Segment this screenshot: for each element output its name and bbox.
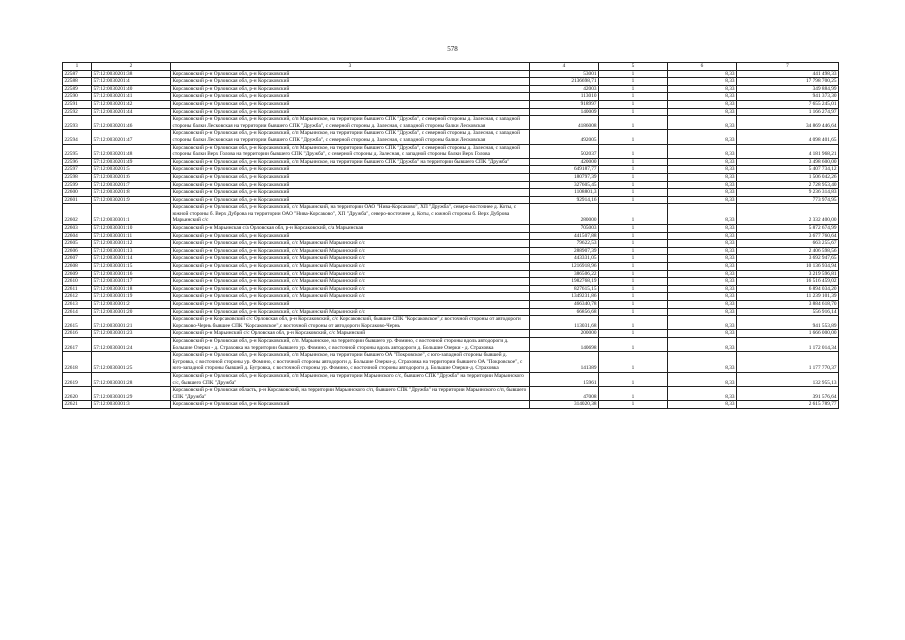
cadastral-number: 57:12:0030301:12 xyxy=(92,240,171,248)
rate-value: 8,33 xyxy=(668,240,737,248)
location-description: Корсаковский р-н Орловская обл, р-н Корсаковский xyxy=(171,78,530,86)
page-number: 578 xyxy=(447,45,458,53)
area-value: 140009 xyxy=(530,108,599,116)
row-number: 22601 xyxy=(63,196,92,204)
table-row xyxy=(63,308,839,316)
count-value: 1 xyxy=(599,108,668,116)
area-value: 1349231,86 xyxy=(530,293,599,301)
table-row xyxy=(63,372,839,386)
table-row xyxy=(63,166,839,174)
row-number: 22618 xyxy=(63,352,92,373)
cadastral-value: 1 177 770,37 xyxy=(737,352,839,373)
table-row xyxy=(63,387,839,401)
row-number: 22617 xyxy=(63,337,92,351)
cadastral-value: 2 406 598,56 xyxy=(737,247,839,255)
table-row xyxy=(63,130,839,144)
count-value: 1 xyxy=(599,247,668,255)
row-number: 22602 xyxy=(63,204,92,225)
rate-value: 8,33 xyxy=(668,116,737,130)
rate-value: 8,33 xyxy=(668,270,737,278)
count-value: 1 xyxy=(599,387,668,401)
table-row xyxy=(63,270,839,278)
area-value: 113031,68 xyxy=(530,316,599,330)
area-value: 443331,05 xyxy=(530,255,599,263)
rate-value: 8,33 xyxy=(668,225,737,233)
row-number: 22610 xyxy=(63,278,92,286)
count-value: 1 xyxy=(599,232,668,240)
rate-value: 8,33 xyxy=(668,100,737,108)
area-value: 1108801,3 xyxy=(530,189,599,197)
table-row xyxy=(63,352,839,373)
location-description: Корсаковский р-н Орловская обл, р-н Корсаковский xyxy=(171,232,530,240)
area-value: 79622,53 xyxy=(530,240,599,248)
cadastral-number: 57:12:0030301:23 xyxy=(92,330,171,338)
cadastral-number: 57:12:0030201:46 xyxy=(92,116,171,130)
row-number: 22613 xyxy=(63,301,92,309)
cadastral-value: 4 181 968,21 xyxy=(737,144,839,158)
cadastral-value: 10 136 934,94 xyxy=(737,263,839,271)
location-description: Корсаковский р-н Орловская обл, р-н Корсаковский xyxy=(171,189,530,197)
table-row xyxy=(63,232,839,240)
count-value: 1 xyxy=(599,316,668,330)
cadastral-number: 57:12:0030201:38 xyxy=(92,70,171,78)
cadastral-value: 556 916,14 xyxy=(737,308,839,316)
row-number: 22612 xyxy=(63,293,92,301)
location-description: Корсаковский р-н Орловская обл, р-н Корсаковский, с/с Марьинский Марьинский с/с xyxy=(171,255,530,263)
count-value: 1 xyxy=(599,100,668,108)
count-value: 1 xyxy=(599,196,668,204)
count-value: 1 xyxy=(599,263,668,271)
rate-value: 8,33 xyxy=(668,166,737,174)
area-value: 15961 xyxy=(530,372,599,386)
count-value: 1 xyxy=(599,401,668,409)
column-header: 1 xyxy=(63,63,92,71)
column-header: 7 xyxy=(737,63,839,71)
location-description: Корсаковский р-н Орловская обл, р-н Корсаковский, с/п Марьинское, на территории бывшего СПК "Дружба" на территории бывшего СПК "Дружба" xyxy=(171,158,530,166)
cadastral-number: 57:12:0030301:13 xyxy=(92,247,171,255)
location-description: Корсаковский р-н Орловская обл, р-н Корсаковский xyxy=(171,108,530,116)
rate-value: 8,33 xyxy=(668,293,737,301)
row-number: 22593 xyxy=(63,116,92,130)
cadastral-number: 57:12:0030201:47 xyxy=(92,130,171,144)
row-number: 22616 xyxy=(63,330,92,338)
count-value: 1 xyxy=(599,330,668,338)
count-value: 1 xyxy=(599,204,668,225)
cadastral-number: 57:12:0030201:48 xyxy=(92,144,171,158)
cadastral-number: 57:12:0030301:11 xyxy=(92,232,171,240)
cadastral-value: 7 655 245,01 xyxy=(737,100,839,108)
area-value: 42003 xyxy=(530,85,599,93)
row-number: 22614 xyxy=(63,308,92,316)
table-row xyxy=(63,337,839,351)
location-description: Корсаковский р-н Орловская обл, р-н Корсаковский xyxy=(171,301,530,309)
table-row xyxy=(63,285,839,293)
area-value: 280000 xyxy=(530,204,599,225)
count-value: 1 xyxy=(599,158,668,166)
table-row xyxy=(63,293,839,301)
rate-value: 8,33 xyxy=(668,387,737,401)
count-value: 1 xyxy=(599,301,668,309)
row-number: 22587 xyxy=(63,70,92,78)
area-value: 327605,45 xyxy=(530,181,599,189)
table-row xyxy=(63,255,839,263)
row-number: 22604 xyxy=(63,232,92,240)
row-number: 22611 xyxy=(63,285,92,293)
cadastral-number: 57:12:0030301:3 xyxy=(92,401,171,409)
rate-value: 8,33 xyxy=(668,255,737,263)
area-value: 1216918,96 xyxy=(530,263,599,271)
cadastral-value: 2 728 953,40 xyxy=(737,181,839,189)
cadastral-number: 57:12:0030301:2 xyxy=(92,301,171,309)
cadastral-number: 57:12:0030301:25 xyxy=(92,352,171,373)
rate-value: 8,33 xyxy=(668,70,737,78)
table-row xyxy=(63,144,839,158)
row-number: 22597 xyxy=(63,166,92,174)
location-description: Корсаковский р-н Орловская обл, р-н Корсаковский, с/с Марьинский Марьинский с/с xyxy=(171,308,530,316)
row-number: 22620 xyxy=(63,387,92,401)
row-number: 22591 xyxy=(63,100,92,108)
row-number: 22600 xyxy=(63,189,92,197)
cadastral-value: 941 553,89 xyxy=(737,316,839,330)
row-number: 22599 xyxy=(63,181,92,189)
cadastral-value: 941 373,30 xyxy=(737,93,839,101)
cadastral-value: 773 974,95 xyxy=(737,196,839,204)
count-value: 1 xyxy=(599,240,668,248)
row-number: 22603 xyxy=(63,225,92,233)
rate-value: 8,33 xyxy=(668,173,737,181)
cadastral-number: 57:12:0030201:44 xyxy=(92,108,171,116)
land-registry-table xyxy=(62,62,839,409)
cadastral-value: 3 498 600,00 xyxy=(737,158,839,166)
location-description: Корсаковский р-н Орловская обл, р-н Корсаковский, с/с Марьинский Марьинский с/с xyxy=(171,293,530,301)
cadastral-value: 5 872 674,99 xyxy=(737,225,839,233)
cadastral-number: 57:12:0030301:21 xyxy=(92,316,171,330)
table-row xyxy=(63,247,839,255)
area-value: 47008 xyxy=(530,387,599,401)
table-row xyxy=(63,189,839,197)
column-header: 3 xyxy=(171,63,530,71)
row-number: 22595 xyxy=(63,144,92,158)
column-header: 2 xyxy=(92,63,171,71)
area-value: 2136698,71 xyxy=(530,78,599,86)
location-description: Корсаковский р-н Корсаковский с/с Орловская обл, р-н Корсаковский, с/с Корсаковский, бывшее СПК "Корсаковское",с восточной стороны от автодороги Корсаково-Чернь бывшее СПК "Корсаковское",с восточной стороны от автодороги Корсаково-Чернь xyxy=(171,316,530,330)
location-description: Корсаковский р-н Орловская обл, р-н Корсаковский xyxy=(171,181,530,189)
cadastral-number: 57:12:0030201:6 xyxy=(92,173,171,181)
location-description: Корсаковский р-н Орловская обл, р-н Корсаковский xyxy=(171,93,530,101)
row-number: 22596 xyxy=(63,158,92,166)
count-value: 1 xyxy=(599,173,668,181)
row-number: 22607 xyxy=(63,255,92,263)
location-description: Корсаковский р-н Орловская обл, р-н Корсаковский, с/п Марьинское, на территории бывшего СПК "Дружба", с северной стороны д. Залесная, с западной стороны балки Верх Голова на территории бывшего СПК "Дружба", с северной стороны д. Залесная, с западной стороны балки Верх Голова xyxy=(171,144,530,158)
table-row xyxy=(63,100,839,108)
cadastral-value: 3 219 596,81 xyxy=(737,270,839,278)
row-number: 22621 xyxy=(63,401,92,409)
table-row xyxy=(63,158,839,166)
area-value: 827615,15 xyxy=(530,285,599,293)
table-row xyxy=(63,173,839,181)
cadastral-value: 34 869 446,64 xyxy=(737,116,839,130)
count-value: 1 xyxy=(599,85,668,93)
location-description: Корсаковский р-н Орловская обл, р-н Корсаковский, с/с Марьинский Марьинский с/с xyxy=(171,240,530,248)
location-description: Корсаковский р-н Марьинская с/а Орловская обл, р-н Корсаковский, с/а Марьинская xyxy=(171,225,530,233)
rate-value: 8,33 xyxy=(668,352,737,373)
cadastral-value: 9 236 314,83 xyxy=(737,189,839,197)
rate-value: 8,33 xyxy=(668,93,737,101)
rate-value: 8,33 xyxy=(668,337,737,351)
cadastral-value: 6 894 034,20 xyxy=(737,285,839,293)
rate-value: 8,33 xyxy=(668,232,737,240)
row-number: 22590 xyxy=(63,93,92,101)
table-row xyxy=(63,263,839,271)
column-header: 6 xyxy=(668,63,737,71)
rate-value: 8,33 xyxy=(668,189,737,197)
location-description: Корсаковский р-н Орловская обл, р-н Корсаковский, с/с Марьинский Марьинский с/с xyxy=(171,285,530,293)
count-value: 1 xyxy=(599,352,668,373)
cadastral-value: 3 692 947,65 xyxy=(737,255,839,263)
cadastral-value: 391 576,64 xyxy=(737,387,839,401)
cadastral-value: 11 239 101,39 xyxy=(737,293,839,301)
cadastral-value: 132 955,13 xyxy=(737,372,839,386)
location-description: Корсаковский р-н Орловская обл, р-н Корсаковский xyxy=(171,85,530,93)
area-value: 492005 xyxy=(530,130,599,144)
rate-value: 8,33 xyxy=(668,130,737,144)
cadastral-value: 3 677 760,64 xyxy=(737,232,839,240)
cadastral-value: 441 498,33 xyxy=(737,70,839,78)
rate-value: 8,33 xyxy=(668,144,737,158)
row-number: 22589 xyxy=(63,85,92,93)
cadastral-number: 57:12:0030201:9 xyxy=(92,196,171,204)
location-description: Корсаковский р-н Орловская обл, р-н Корсаковский, с/п Марьинское, на территории бывшего СПК "Дружба", с северной стороны д. Залесная, с западной стороны балки Лесковская на территории бывшего СПК "Дружба", с северной стороны д. Залесная, с западной стороны балки Лесковская xyxy=(171,130,530,144)
count-value: 1 xyxy=(599,337,668,351)
area-value: 200000 xyxy=(530,330,599,338)
area-value: 66856,68 xyxy=(530,308,599,316)
cadastral-number: 57:12:0030301:16 xyxy=(92,270,171,278)
area-value: 1982768,19 xyxy=(530,278,599,286)
cadastral-number: 57:12:0030201:41 xyxy=(92,93,171,101)
table-row xyxy=(63,330,839,338)
count-value: 1 xyxy=(599,308,668,316)
table-row xyxy=(63,93,839,101)
cadastral-value: 4 098 401,65 xyxy=(737,130,839,144)
row-number: 22608 xyxy=(63,263,92,271)
rate-value: 8,33 xyxy=(668,330,737,338)
cadastral-number: 57:12:0030301:29 xyxy=(92,387,171,401)
rate-value: 8,33 xyxy=(668,401,737,409)
location-description: Корсаковский р-н Орловская область, р-н Корсаковский, на территории Марьинского с/п, бывшего СПК "Дружба" на территории Марьинского с/п, бывшего СПК "Дружба" xyxy=(171,387,530,401)
area-value: 141389 xyxy=(530,352,599,373)
location-description: Корсаковский р-н Орловская обл, р-н Корсаковский, с/с Марьинский Марьинский с/с xyxy=(171,270,530,278)
cadastral-number: 57:12:0030301:19 xyxy=(92,293,171,301)
table-row xyxy=(63,85,839,93)
count-value: 1 xyxy=(599,372,668,386)
table-row xyxy=(63,401,839,409)
cadastral-number: 57:12:0030201:8 xyxy=(92,189,171,197)
location-description: Корсаковский р-н Орловская обл, р-н Корсаковский, с/п Марьинское, на территории бывшего ОА "Покровское", с юго-западной стороны бывшей д. Бугровка, с восточной стороны ур. Фомино, с восточной стороны автодороги д. Большие Озерки-д. Страховка на территории бывшего ОА "Покровское", с юго-западной стороны бывшей д. Бугровка, с восточной стороны ур. Фомино, с восточной стороны автодороги д. Большие Озерки-д. Страховка xyxy=(171,352,530,373)
cadastral-number: 57:12:0030301:1 xyxy=(92,204,171,225)
count-value: 1 xyxy=(599,70,668,78)
cadastral-number: 57:12:0030301:17 xyxy=(92,278,171,286)
row-number: 22619 xyxy=(63,372,92,386)
cadastral-value: 17 798 700,25 xyxy=(737,78,839,86)
rate-value: 8,33 xyxy=(668,196,737,204)
count-value: 1 xyxy=(599,293,668,301)
location-description: Корсаковский р-н Марьинский с/с Орловская обл, р-н Корсаковский, с/с Марьинский xyxy=(171,330,530,338)
area-value: 705003 xyxy=(530,225,599,233)
area-value: 502037 xyxy=(530,144,599,158)
cadastral-number: 57:12:0030301:18 xyxy=(92,285,171,293)
cadastral-value: 663 255,67 xyxy=(737,240,839,248)
count-value: 1 xyxy=(599,144,668,158)
cadastral-value: 349 884,99 xyxy=(737,85,839,93)
area-value: 420000 xyxy=(530,158,599,166)
area-value: 92914,16 xyxy=(530,196,599,204)
area-value: 314020,38 xyxy=(530,401,599,409)
row-number: 22588 xyxy=(63,78,92,86)
rate-value: 8,33 xyxy=(668,247,737,255)
count-value: 1 xyxy=(599,130,668,144)
column-header: 4 xyxy=(530,63,599,71)
table-row xyxy=(63,108,839,116)
table-row xyxy=(63,181,839,189)
area-value: 53001 xyxy=(530,70,599,78)
count-value: 1 xyxy=(599,166,668,174)
cadastral-value: 2 332 400,00 xyxy=(737,204,839,225)
cadastral-value: 16 516 459,02 xyxy=(737,278,839,286)
row-number: 22609 xyxy=(63,270,92,278)
rate-value: 8,33 xyxy=(668,308,737,316)
count-value: 1 xyxy=(599,225,668,233)
rate-value: 8,33 xyxy=(668,85,737,93)
cadastral-number: 57:12:0030301:10 xyxy=(92,225,171,233)
cadastral-value: 1 506 042,26 xyxy=(737,173,839,181)
count-value: 1 xyxy=(599,270,668,278)
location-description: Корсаковский р-н Орловская обл, р-н Корсаковский xyxy=(171,70,530,78)
cadastral-value: 2 615 789,77 xyxy=(737,401,839,409)
cadastral-number: 57:12:0030301:15 xyxy=(92,263,171,271)
location-description: Корсаковский р-н Орловская обл, р-н Корсаковский, с/п Марьинское, на территории бывшего СПК "Дружба", с северной стороны д. Залесная, с западной стороны балки Лесковская на территории бывшего СПК "Дружба", с северной стороны д. Залесная, с западной стороны балки Лесковская xyxy=(171,116,530,130)
cadastral-number: 57:12:0030201:42 xyxy=(92,100,171,108)
cadastral-number: 57:12:0030201:7 xyxy=(92,181,171,189)
count-value: 1 xyxy=(599,255,668,263)
cadastral-value: 3 884 618,70 xyxy=(737,301,839,309)
rate-value: 8,33 xyxy=(668,204,737,225)
cadastral-number: 57:12:0030301:14 xyxy=(92,255,171,263)
location-description: Корсаковский р-н Орловская обл, р-н Корсаковский, с/п Марьинское, на территории Марьинского с/с, бывшего СПК "Дружба" на территории Марьинского с/с, бывшего СПК "Дружба" xyxy=(171,372,530,386)
cadastral-number: 57:12:0030201:49 xyxy=(92,158,171,166)
row-number: 22598 xyxy=(63,173,92,181)
cadastral-number: 57:12:0030201:4 xyxy=(92,78,171,86)
count-value: 1 xyxy=(599,78,668,86)
rate-value: 8,33 xyxy=(668,78,737,86)
location-description: Корсаковский р-н Орловская обл, р-н Корсаковский, с/с Марьинский Марьинский с/с xyxy=(171,278,530,286)
rate-value: 8,33 xyxy=(668,301,737,309)
table-row xyxy=(63,301,839,309)
row-number: 22615 xyxy=(63,316,92,330)
cadastral-value: 1 666 000,00 xyxy=(737,330,839,338)
row-number: 22605 xyxy=(63,240,92,248)
row-number: 22594 xyxy=(63,130,92,144)
count-value: 1 xyxy=(599,285,668,293)
cadastral-value: 5 407 734,12 xyxy=(737,166,839,174)
row-number: 22606 xyxy=(63,247,92,255)
area-value: 180797,39 xyxy=(530,173,599,181)
count-value: 1 xyxy=(599,116,668,130)
count-value: 1 xyxy=(599,93,668,101)
count-value: 1 xyxy=(599,278,668,286)
cadastral-number: 57:12:0030301:28 xyxy=(92,372,171,386)
count-value: 1 xyxy=(599,189,668,197)
area-value: 288907,39 xyxy=(530,247,599,255)
column-header: 5 xyxy=(599,63,668,71)
area-value: 918997 xyxy=(530,100,599,108)
cadastral-number: 57:12:0030201:40 xyxy=(92,85,171,93)
table-row xyxy=(63,225,839,233)
table-row xyxy=(63,78,839,86)
location-description: Корсаковский р-н Орловская обл, р-н Корсаковский xyxy=(171,100,530,108)
table-body xyxy=(63,63,839,409)
location-description: Корсаковский р-н Орловская обл, р-н Корсаковский, с/п. Марьинское, на территории бывшего ур. Фомино, с восточной стороны вдоль автодороги д. Большие Озерки - д. Страховка на территории бывшего ур. Фомино, с восточной стороны вдоль автодороги д. Большие Озерки - д. Страховка xyxy=(171,337,530,351)
rate-value: 8,33 xyxy=(668,263,737,271)
location-description: Корсаковский р-н Орловская обл, р-н Корсаковский xyxy=(171,401,530,409)
rate-value: 8,33 xyxy=(668,181,737,189)
table-row xyxy=(63,316,839,330)
count-value: 1 xyxy=(599,181,668,189)
cadastral-number: 57:12:0030301:24 xyxy=(92,337,171,351)
rate-value: 8,33 xyxy=(668,158,737,166)
cadastral-number: 57:12:0030301:20 xyxy=(92,308,171,316)
rate-value: 8,33 xyxy=(668,108,737,116)
area-value: 140698 xyxy=(530,337,599,351)
row-number: 22592 xyxy=(63,108,92,116)
cadastral-value: 1 166 274,97 xyxy=(737,108,839,116)
table-row xyxy=(63,204,839,225)
cadastral-number: 57:12:0030201:5 xyxy=(92,166,171,174)
area-value: 649187,77 xyxy=(530,166,599,174)
location-description: Корсаковский р-н Орловская обл, р-н Корсаковский xyxy=(171,173,530,181)
table-row xyxy=(63,70,839,78)
area-value: 441507,88 xyxy=(530,232,599,240)
location-description: Корсаковский р-н Орловская обл, р-н Корсаковский, с/с Марьинский Марьинский с/с xyxy=(171,247,530,255)
location-description: Корсаковский р-н Орловская обл, р-н Корсаковский xyxy=(171,196,530,204)
cadastral-value: 1 172 014,34 xyxy=(737,337,839,351)
rate-value: 8,33 xyxy=(668,372,737,386)
header-row xyxy=(63,63,839,71)
table-row xyxy=(63,116,839,130)
rate-value: 8,33 xyxy=(668,285,737,293)
area-value: 4186008 xyxy=(530,116,599,130)
area-value: 386506,22 xyxy=(530,270,599,278)
area-value: 113010 xyxy=(530,93,599,101)
area-value: 466340,78 xyxy=(530,301,599,309)
location-description: Корсаковский р-н Орловская обл, р-н Корсаковский, с/с Марьинский, на территории ОАО "Нива-Корсаково", ХП "Дружба", северо-восточнее д. Коты, с южной стороны б. Верх Дуброва на территории ОАО "Нива-Корсаково", ХП "Дружба", северо-восточнее д. Коты, с южной стороны б. Верх Дуброва Марьинский с/с xyxy=(171,204,530,225)
table-row xyxy=(63,196,839,204)
rate-value: 8,33 xyxy=(668,316,737,330)
rate-value: 8,33 xyxy=(668,278,737,286)
location-description: Корсаковский р-н Орловская обл, р-н Корсаковский, с/с Марьинский Марьинский с/с xyxy=(171,263,530,271)
table-row xyxy=(63,240,839,248)
location-description: Корсаковский р-н Орловская обл, р-н Корсаковский xyxy=(171,166,530,174)
table-row xyxy=(63,278,839,286)
